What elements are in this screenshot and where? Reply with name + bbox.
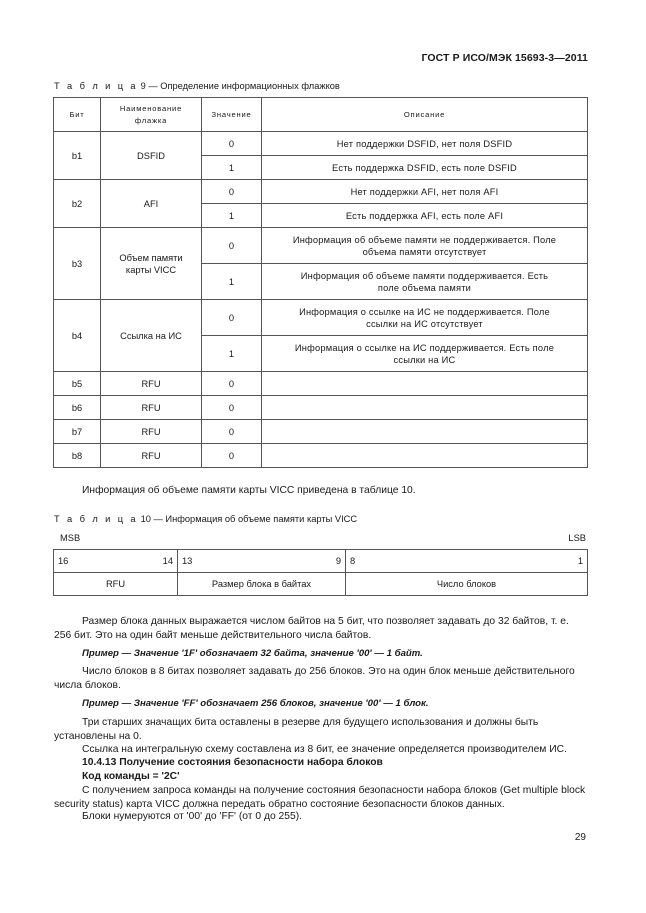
- value-cell: 1: [202, 336, 262, 372]
- table-row: [54, 444, 588, 468]
- header-value: Значение: [202, 98, 262, 132]
- table-row: [54, 228, 588, 264]
- bit-cell: b8: [54, 444, 101, 468]
- bit-cell: b6: [54, 396, 101, 420]
- flag-name-cell: Ссылка на ИС: [101, 300, 202, 372]
- table10-caption-text: 10 — Информация об объеме памяти карты VICC: [138, 514, 358, 524]
- bit-cell: b3: [54, 228, 101, 300]
- paragraph-command-description: С получением запроса команды на получение состояния безопасности набора блоков (Get multiple block security status) карта VICC должна передать обратно состояние безопасности блоков данных.: [54, 785, 586, 810]
- value-cell: 0: [202, 300, 262, 336]
- example-1: Пример — Значение '1F' обозначает 32 байта, значение '00' — 1 байт.: [82, 648, 423, 659]
- range-start: 16: [58, 556, 69, 566]
- field-block-count: Число блоков: [346, 573, 588, 596]
- lsb-label: LSB: [568, 533, 586, 543]
- value-cell: 1: [202, 204, 262, 228]
- value-cell: 0: [202, 132, 262, 156]
- paragraph-block-numbering: Блоки нумеруются от '00' до 'FF' (от 0 до 255).: [82, 811, 303, 822]
- bit-range-cell: [346, 550, 588, 573]
- table-row: [54, 132, 588, 156]
- flag-name-cell: RFU: [101, 420, 202, 444]
- header-bit: Бит: [54, 98, 101, 132]
- bit-range-row: [54, 550, 588, 573]
- flag-name-cell: RFU: [101, 396, 202, 420]
- flag-name-cell: RFU: [101, 372, 202, 396]
- description-cell: [262, 372, 588, 396]
- paragraph-block-size: Размер блока данных выражается числом байтов на 5 бит, что позволяет задавать до 32 байтов, т. е. 256 бит. Это на один байт меньше действительного числа байтов.: [54, 616, 569, 641]
- bit-cell: b2: [54, 180, 101, 228]
- flag-name-cell: Объем памяти карты VICC: [101, 228, 202, 300]
- value-cell: 0: [202, 372, 262, 396]
- table-row: [54, 372, 588, 396]
- description-cell: Информация об объеме памяти не поддерживается. Поле объема памяти отсутствует: [262, 228, 588, 264]
- range-end: 14: [162, 556, 173, 566]
- paragraph-reserved-bits: Три старших значащих бита оставлены в резерве для будущего использования и должны быть установлены на 0.: [54, 717, 539, 742]
- table-header-row: [54, 98, 588, 132]
- table10-caption: [54, 514, 357, 524]
- description-cell: Есть поддержка AFI, есть поле AFI: [262, 204, 588, 228]
- table9-caption-prefix: Т а б л и ц а: [54, 81, 138, 91]
- memory-info-table: [53, 549, 588, 596]
- field-block-size: Размер блока в байтах: [178, 573, 346, 596]
- bit-cell: b4: [54, 300, 101, 372]
- table9-caption: [54, 81, 340, 91]
- paragraph-ic-reference: Ссылка на интегральную схему составлена из 8 бит, ее значение определяется производителем ИС.: [82, 744, 567, 755]
- description-cell: Нет поддержки DSFID, нет поля DSFID: [262, 132, 588, 156]
- table-row: [54, 300, 588, 336]
- table-row: [54, 180, 588, 204]
- page-number: 29: [574, 832, 586, 843]
- field-rfu: RFU: [54, 573, 178, 596]
- value-cell: 1: [202, 264, 262, 300]
- header-flag-name: Наименование флажка: [101, 98, 202, 132]
- bit-cell: b5: [54, 372, 101, 396]
- field-row: [54, 573, 588, 596]
- table9-caption-text: 9 — Определение информационных флажков: [138, 81, 340, 91]
- value-cell: 0: [202, 420, 262, 444]
- range-start: 8: [350, 556, 356, 566]
- section-title: 10.4.13 Получение состояния безопасности набора блоков: [82, 757, 383, 768]
- description-cell: [262, 444, 588, 468]
- description-cell: Информация о ссылке на ИС поддерживается. Есть поле ссылки на ИС: [262, 336, 588, 372]
- msb-label: MSB: [60, 533, 81, 543]
- value-cell: 0: [202, 444, 262, 468]
- range-start: 13: [182, 556, 193, 566]
- description-cell: Есть поддержка DSFID, есть поле DSFID: [262, 156, 588, 180]
- description-cell: Нет поддержки AFI, нет поля AFI: [262, 180, 588, 204]
- bit-cell: b1: [54, 132, 101, 180]
- range-end: 1: [577, 556, 583, 566]
- description-cell: [262, 420, 588, 444]
- value-cell: 0: [202, 396, 262, 420]
- flag-name-cell: AFI: [101, 180, 202, 228]
- table-row: [54, 420, 588, 444]
- command-code: Код команды = '2C': [82, 771, 180, 782]
- paragraph-info: Информация об объеме памяти карты VICC приведена в таблице 10.: [82, 485, 416, 496]
- bit-range-cell: [54, 550, 178, 573]
- paragraph-block-count: Число блоков в 8 битах позволяет задавать до 256 блоков. Это на один блок меньше действительного числа блоков.: [54, 666, 575, 691]
- range-end: 9: [335, 556, 341, 566]
- example-2: Пример — Значение 'FF' обозначает 256 блоков, значение '00' — 1 блок.: [82, 698, 429, 709]
- bit-range-cell: [178, 550, 346, 573]
- value-cell: 0: [202, 180, 262, 204]
- flags-table: [53, 97, 588, 468]
- description-cell: Информация о ссылке на ИС не поддерживается. Поле ссылки на ИС отсутствует: [262, 300, 588, 336]
- table-row: [54, 396, 588, 420]
- flag-name-cell: RFU: [101, 444, 202, 468]
- bit-cell: b7: [54, 420, 101, 444]
- flag-name-cell: DSFID: [101, 132, 202, 180]
- description-cell: Информация об объеме памяти поддерживается. Есть поле объема памяти: [262, 264, 588, 300]
- table10-caption-prefix: Т а б л и ц а: [54, 514, 138, 524]
- value-cell: 0: [202, 228, 262, 264]
- description-cell: [262, 396, 588, 420]
- document-header: ГОСТ Р ИСО/МЭК 15693-3—2011: [421, 52, 588, 64]
- value-cell: 1: [202, 156, 262, 180]
- header-description: Описание: [262, 98, 588, 132]
